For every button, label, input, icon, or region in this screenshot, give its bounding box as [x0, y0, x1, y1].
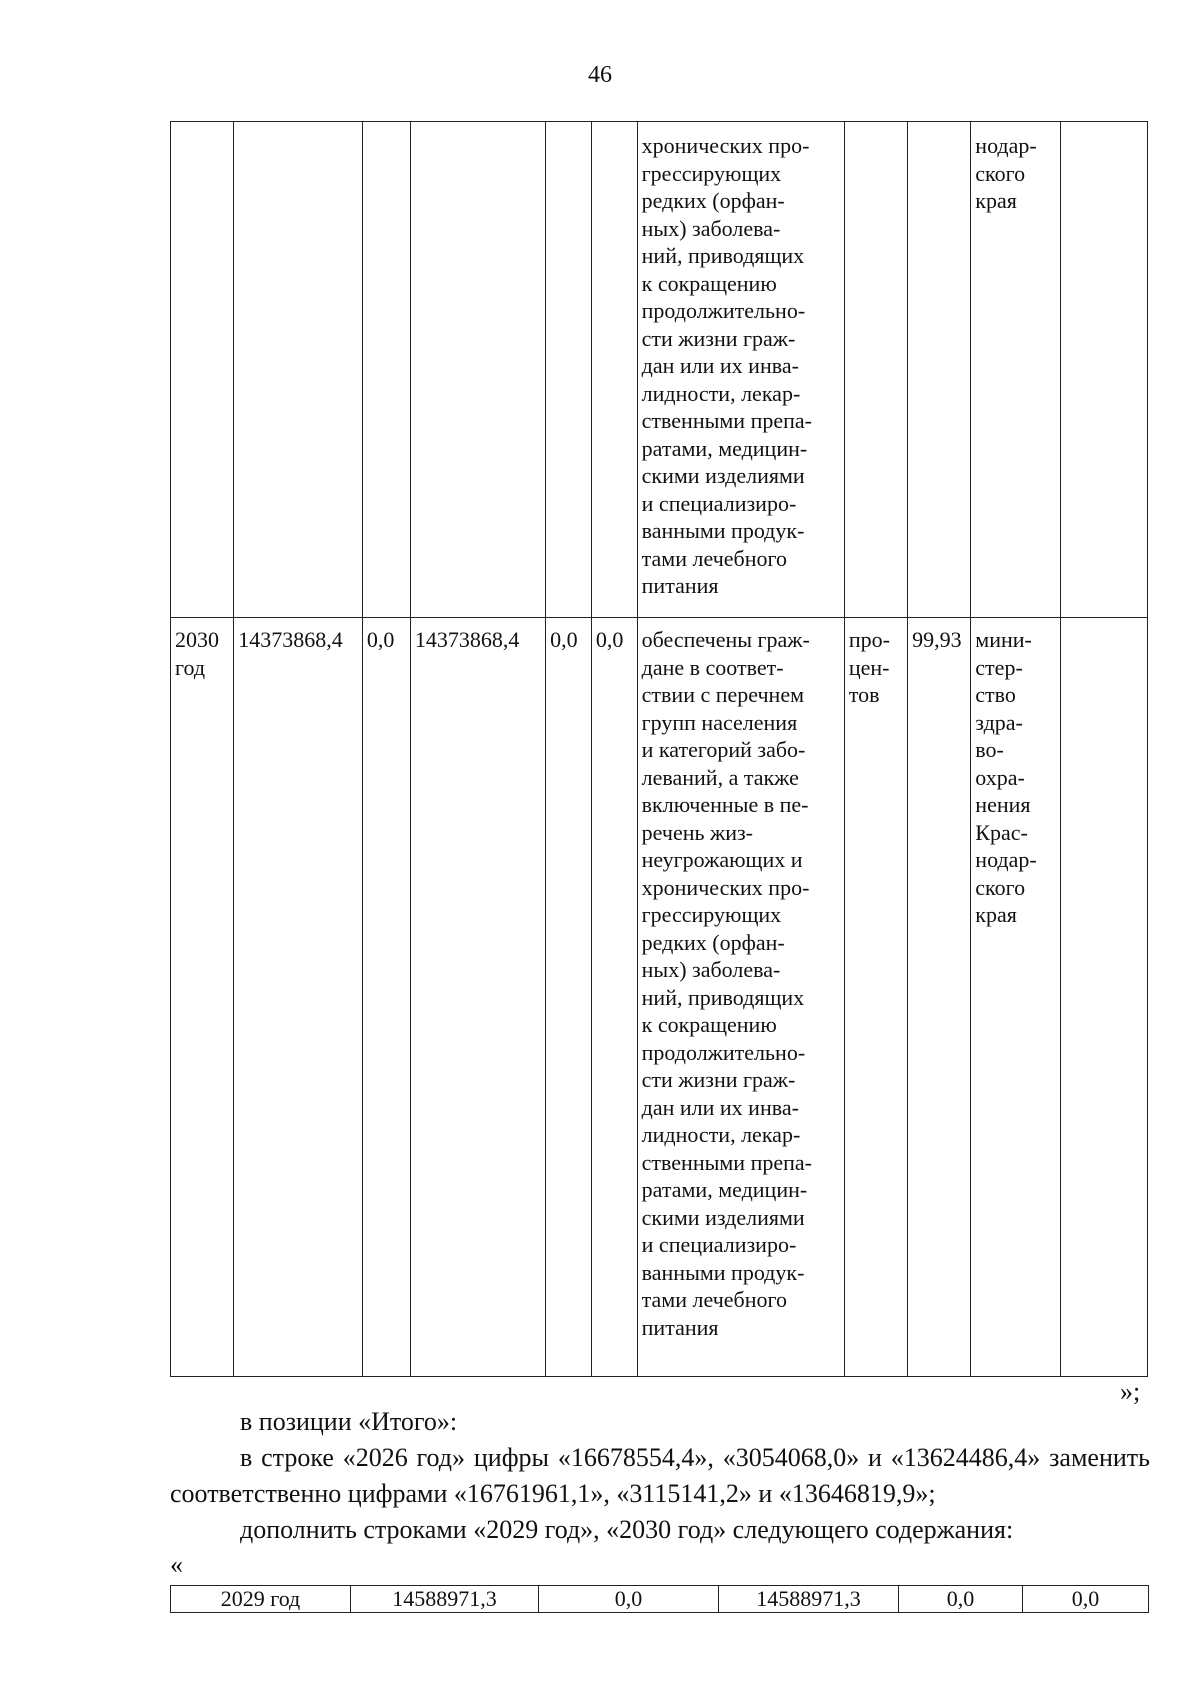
cell-executor: нодар- ского края	[971, 122, 1060, 618]
cell-result-text: обеспечены граж- дане в соответ- ствии с перечнем групп населения и категорий забо- леваний, а также включенные в пе- речень жиз- неугрожающих и хронических про- грессирующих редких (орфан- ных) заболева- ний, приводящих к сокращению продолжительно- сти жизни граж- дан или их инва- лидности, лекар- ственными препа- ратами, медицин- скими изделиями и специализиро- ванными продук- тами лечебного питания	[637, 618, 844, 1377]
cell-year: 2029 год	[171, 1586, 351, 1613]
cell-value	[908, 122, 971, 618]
cell-regional: 14373868,4	[410, 618, 545, 1377]
cell-regional	[410, 122, 545, 618]
cell-last	[1060, 122, 1147, 618]
table-row-2030	[171, 618, 1148, 1377]
paragraph-total-position: в позиции «Итого»:	[240, 1407, 458, 1436]
cell-value: 99,93	[908, 618, 971, 1377]
total-table	[170, 1585, 1149, 1613]
program-table	[170, 121, 1148, 1377]
opening-quote: «	[170, 1550, 183, 1579]
cell-total: 14588971,3	[351, 1586, 539, 1613]
cell-federal: 0,0	[362, 618, 410, 1377]
cell-last	[1060, 618, 1147, 1377]
cell-total	[234, 122, 363, 618]
cell-extra	[591, 122, 637, 618]
cell-unit	[844, 122, 907, 618]
cell-result-text: хронических про- грессирующих редких (орфан- ных) заболева- ний, приводящих к сокращению продолжительно- сти жизни граж- дан или их инва- лидности, лекар- ственными препа- ратами, медицин- скими изделиями и специализиро- ванными продук- тами лечебного питания	[637, 122, 844, 618]
page-number: 46	[588, 62, 612, 88]
cell-unit: про- цен- тов	[844, 618, 907, 1377]
table-row-continuation	[171, 122, 1148, 618]
cell-extra: 0,0	[1023, 1586, 1149, 1613]
cell-year	[171, 122, 234, 618]
paragraph-replace-figures: в строке «2026 год» цифры «16678554,4», «3054068,0» и «13624486,4» заменить соответственно цифрами «16761961,1», «3115141,2» и «13646819,9»;	[170, 1443, 1150, 1508]
cell-local: 0,0	[899, 1586, 1023, 1613]
closing-quote: »;	[1120, 1377, 1141, 1406]
cell-local	[546, 122, 592, 618]
cell-total: 14373868,4	[234, 618, 363, 1377]
table-row-2029	[171, 1586, 1149, 1613]
paragraph-add-rows: дополнить строками «2029 год», «2030 год» следующего содержания:	[240, 1515, 1014, 1544]
cell-year: 2030 год	[171, 618, 234, 1377]
cell-federal: 0,0	[539, 1586, 719, 1613]
cell-executor: мини- стер- ство здра- во- охра- нения Крас- нодар- ского края	[971, 618, 1060, 1377]
cell-regional: 14588971,3	[719, 1586, 899, 1613]
cell-extra: 0,0	[591, 618, 637, 1377]
cell-federal	[362, 122, 410, 618]
cell-local: 0,0	[546, 618, 592, 1377]
